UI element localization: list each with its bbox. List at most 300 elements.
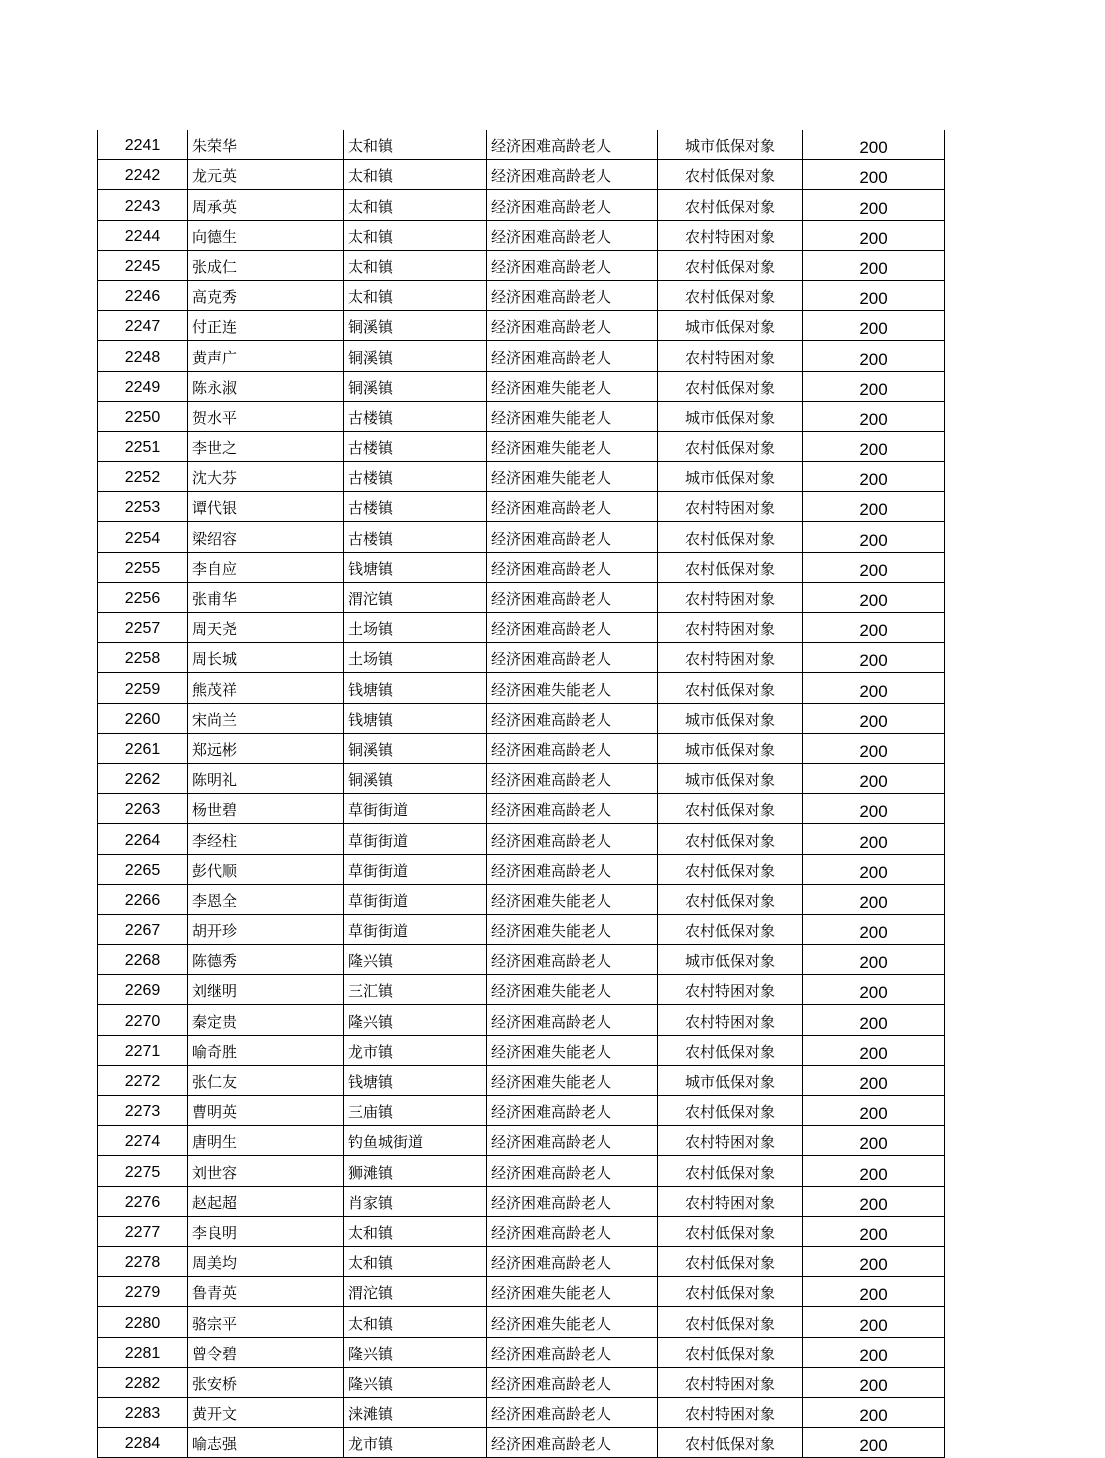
name-cell: 周承英 bbox=[188, 190, 344, 220]
table-body bbox=[98, 130, 945, 1458]
row-number-cell: 2283 bbox=[98, 1397, 188, 1427]
assistance-category-cell: 农村特困对象 bbox=[658, 220, 803, 250]
amount-cell: 200 bbox=[803, 130, 945, 160]
amount-cell: 200 bbox=[803, 1307, 945, 1337]
elder-type-cell: 经济困难失能老人 bbox=[487, 1065, 658, 1095]
table-row bbox=[98, 190, 945, 220]
row-number-cell: 2253 bbox=[98, 492, 188, 522]
name-cell: 黄开文 bbox=[188, 1397, 344, 1427]
name-cell: 陈明礼 bbox=[188, 763, 344, 793]
name-cell: 陈永淑 bbox=[188, 371, 344, 401]
name-cell: 付正连 bbox=[188, 311, 344, 341]
town-cell: 渭沱镇 bbox=[344, 1277, 487, 1307]
row-number-cell: 2267 bbox=[98, 914, 188, 944]
assistance-category-cell: 城市低保对象 bbox=[658, 703, 803, 733]
elder-type-cell: 经济困难高龄老人 bbox=[487, 280, 658, 310]
row-number-cell: 2256 bbox=[98, 582, 188, 612]
table-row bbox=[98, 733, 945, 763]
table-row bbox=[98, 311, 945, 341]
town-cell: 涞滩镇 bbox=[344, 1397, 487, 1427]
row-number-cell: 2265 bbox=[98, 854, 188, 884]
assistance-category-cell: 农村低保对象 bbox=[658, 552, 803, 582]
name-cell: 李经柱 bbox=[188, 824, 344, 854]
name-cell: 喻奇胜 bbox=[188, 1035, 344, 1065]
row-number-cell: 2242 bbox=[98, 160, 188, 190]
town-cell: 铜溪镇 bbox=[344, 311, 487, 341]
table-row bbox=[98, 371, 945, 401]
name-cell: 张成仁 bbox=[188, 250, 344, 280]
amount-cell: 200 bbox=[803, 1428, 945, 1458]
elder-type-cell: 经济困难高龄老人 bbox=[487, 522, 658, 552]
assistance-category-cell: 农村低保对象 bbox=[658, 824, 803, 854]
town-cell: 钱塘镇 bbox=[344, 552, 487, 582]
amount-cell: 200 bbox=[803, 220, 945, 250]
name-cell: 陈德秀 bbox=[188, 945, 344, 975]
elder-type-cell: 经济困难高龄老人 bbox=[487, 250, 658, 280]
assistance-category-cell: 农村低保对象 bbox=[658, 431, 803, 461]
amount-cell: 200 bbox=[803, 250, 945, 280]
row-number-cell: 2266 bbox=[98, 884, 188, 914]
elder-type-cell: 经济困难失能老人 bbox=[487, 975, 658, 1005]
amount-cell: 200 bbox=[803, 945, 945, 975]
elder-type-cell: 经济困难高龄老人 bbox=[487, 1216, 658, 1246]
table-row bbox=[98, 1186, 945, 1216]
elder-type-cell: 经济困难失能老人 bbox=[487, 371, 658, 401]
table-row bbox=[98, 613, 945, 643]
row-number-cell: 2245 bbox=[98, 250, 188, 280]
amount-cell: 200 bbox=[803, 1065, 945, 1095]
town-cell: 铜溪镇 bbox=[344, 341, 487, 371]
elder-type-cell: 经济困难高龄老人 bbox=[487, 1186, 658, 1216]
table-row bbox=[98, 1307, 945, 1337]
name-cell: 赵起超 bbox=[188, 1186, 344, 1216]
town-cell: 隆兴镇 bbox=[344, 945, 487, 975]
row-number-cell: 2264 bbox=[98, 824, 188, 854]
town-cell: 龙市镇 bbox=[344, 1428, 487, 1458]
table-row bbox=[98, 552, 945, 582]
elder-type-cell: 经济困难失能老人 bbox=[487, 431, 658, 461]
row-number-cell: 2243 bbox=[98, 190, 188, 220]
elder-type-cell: 经济困难失能老人 bbox=[487, 914, 658, 944]
name-cell: 高克秀 bbox=[188, 280, 344, 310]
row-number-cell: 2249 bbox=[98, 371, 188, 401]
amount-cell: 200 bbox=[803, 763, 945, 793]
assistance-category-cell: 农村低保对象 bbox=[658, 854, 803, 884]
town-cell: 铜溪镇 bbox=[344, 733, 487, 763]
row-number-cell: 2271 bbox=[98, 1035, 188, 1065]
row-number-cell: 2258 bbox=[98, 643, 188, 673]
elder-type-cell: 经济困难高龄老人 bbox=[487, 763, 658, 793]
elder-type-cell: 经济困难高龄老人 bbox=[487, 854, 658, 884]
name-cell: 周长城 bbox=[188, 643, 344, 673]
table-row bbox=[98, 1126, 945, 1156]
name-cell: 黄声广 bbox=[188, 341, 344, 371]
name-cell: 贺水平 bbox=[188, 401, 344, 431]
table-row bbox=[98, 1428, 945, 1458]
town-cell: 草街街道 bbox=[344, 884, 487, 914]
table-row bbox=[98, 250, 945, 280]
assistance-category-cell: 农村低保对象 bbox=[658, 1307, 803, 1337]
name-cell: 彭代顺 bbox=[188, 854, 344, 884]
assistance-category-cell: 农村低保对象 bbox=[658, 522, 803, 552]
elder-type-cell: 经济困难高龄老人 bbox=[487, 582, 658, 612]
row-number-cell: 2276 bbox=[98, 1186, 188, 1216]
table-row bbox=[98, 703, 945, 733]
name-cell: 朱荣华 bbox=[188, 130, 344, 160]
town-cell: 太和镇 bbox=[344, 1216, 487, 1246]
amount-cell: 200 bbox=[803, 341, 945, 371]
town-cell: 隆兴镇 bbox=[344, 1337, 487, 1367]
name-cell: 李恩全 bbox=[188, 884, 344, 914]
elder-type-cell: 经济困难高龄老人 bbox=[487, 311, 658, 341]
table-row bbox=[98, 1246, 945, 1276]
amount-cell: 200 bbox=[803, 1367, 945, 1397]
table-row bbox=[98, 160, 945, 190]
amount-cell: 200 bbox=[803, 522, 945, 552]
row-number-cell: 2255 bbox=[98, 552, 188, 582]
elder-type-cell: 经济困难高龄老人 bbox=[487, 160, 658, 190]
row-number-cell: 2279 bbox=[98, 1277, 188, 1307]
amount-cell: 200 bbox=[803, 703, 945, 733]
town-cell: 隆兴镇 bbox=[344, 1367, 487, 1397]
row-number-cell: 2251 bbox=[98, 431, 188, 461]
row-number-cell: 2248 bbox=[98, 341, 188, 371]
assistance-category-cell: 城市低保对象 bbox=[658, 945, 803, 975]
assistance-category-cell: 农村低保对象 bbox=[658, 1156, 803, 1186]
elder-type-cell: 经济困难高龄老人 bbox=[487, 1156, 658, 1186]
name-cell: 张安桥 bbox=[188, 1367, 344, 1397]
row-number-cell: 2241 bbox=[98, 130, 188, 160]
row-number-cell: 2247 bbox=[98, 311, 188, 341]
amount-cell: 200 bbox=[803, 311, 945, 341]
assistance-category-cell: 农村特困对象 bbox=[658, 1126, 803, 1156]
town-cell: 古楼镇 bbox=[344, 401, 487, 431]
assistance-category-cell: 城市低保对象 bbox=[658, 763, 803, 793]
table-row bbox=[98, 1005, 945, 1035]
assistance-category-cell: 农村低保对象 bbox=[658, 1246, 803, 1276]
amount-cell: 200 bbox=[803, 1126, 945, 1156]
amount-cell: 200 bbox=[803, 733, 945, 763]
elder-type-cell: 经济困难高龄老人 bbox=[487, 1246, 658, 1276]
table-row bbox=[98, 824, 945, 854]
amount-cell: 200 bbox=[803, 673, 945, 703]
name-cell: 张仁友 bbox=[188, 1065, 344, 1095]
elder-type-cell: 经济困难失能老人 bbox=[487, 884, 658, 914]
assistance-category-cell: 城市低保对象 bbox=[658, 733, 803, 763]
name-cell: 李世之 bbox=[188, 431, 344, 461]
amount-cell: 200 bbox=[803, 1397, 945, 1427]
amount-cell: 200 bbox=[803, 492, 945, 522]
assistance-category-cell: 农村低保对象 bbox=[658, 1216, 803, 1246]
amount-cell: 200 bbox=[803, 280, 945, 310]
name-cell: 谭代银 bbox=[188, 492, 344, 522]
amount-cell: 200 bbox=[803, 1337, 945, 1367]
table-row bbox=[98, 220, 945, 250]
row-number-cell: 2277 bbox=[98, 1216, 188, 1246]
row-number-cell: 2262 bbox=[98, 763, 188, 793]
town-cell: 太和镇 bbox=[344, 220, 487, 250]
amount-cell: 200 bbox=[803, 431, 945, 461]
town-cell: 古楼镇 bbox=[344, 522, 487, 552]
town-cell: 土场镇 bbox=[344, 643, 487, 673]
town-cell: 太和镇 bbox=[344, 250, 487, 280]
row-number-cell: 2275 bbox=[98, 1156, 188, 1186]
town-cell: 狮滩镇 bbox=[344, 1156, 487, 1186]
town-cell: 渭沱镇 bbox=[344, 582, 487, 612]
town-cell: 太和镇 bbox=[344, 130, 487, 160]
town-cell: 草街街道 bbox=[344, 854, 487, 884]
name-cell: 骆宗平 bbox=[188, 1307, 344, 1337]
assistance-category-cell: 农村特困对象 bbox=[658, 613, 803, 643]
town-cell: 草街街道 bbox=[344, 794, 487, 824]
elder-type-cell: 经济困难高龄老人 bbox=[487, 1005, 658, 1035]
assistance-category-cell: 城市低保对象 bbox=[658, 1065, 803, 1095]
row-number-cell: 2252 bbox=[98, 462, 188, 492]
name-cell: 梁绍容 bbox=[188, 522, 344, 552]
table-row bbox=[98, 794, 945, 824]
elder-type-cell: 经济困难高龄老人 bbox=[487, 552, 658, 582]
assistance-category-cell: 农村低保对象 bbox=[658, 884, 803, 914]
row-number-cell: 2244 bbox=[98, 220, 188, 250]
row-number-cell: 2269 bbox=[98, 975, 188, 1005]
amount-cell: 200 bbox=[803, 160, 945, 190]
amount-cell: 200 bbox=[803, 1096, 945, 1126]
town-cell: 隆兴镇 bbox=[344, 1005, 487, 1035]
town-cell: 草街街道 bbox=[344, 914, 487, 944]
amount-cell: 200 bbox=[803, 794, 945, 824]
town-cell: 太和镇 bbox=[344, 160, 487, 190]
name-cell: 李自应 bbox=[188, 552, 344, 582]
row-number-cell: 2281 bbox=[98, 1337, 188, 1367]
amount-cell: 200 bbox=[803, 854, 945, 884]
name-cell: 曾令碧 bbox=[188, 1337, 344, 1367]
assistance-category-cell: 农村特困对象 bbox=[658, 975, 803, 1005]
table-row bbox=[98, 462, 945, 492]
town-cell: 龙市镇 bbox=[344, 1035, 487, 1065]
town-cell: 太和镇 bbox=[344, 1246, 487, 1276]
elder-type-cell: 经济困难高龄老人 bbox=[487, 1096, 658, 1126]
elder-type-cell: 经济困难高龄老人 bbox=[487, 130, 658, 160]
town-cell: 太和镇 bbox=[344, 190, 487, 220]
elder-type-cell: 经济困难高龄老人 bbox=[487, 341, 658, 371]
subsidy-table bbox=[97, 130, 945, 1458]
town-cell: 肖家镇 bbox=[344, 1186, 487, 1216]
assistance-category-cell: 农村低保对象 bbox=[658, 914, 803, 944]
assistance-category-cell: 农村特困对象 bbox=[658, 582, 803, 612]
assistance-category-cell: 农村特困对象 bbox=[658, 1186, 803, 1216]
table-row bbox=[98, 914, 945, 944]
row-number-cell: 2263 bbox=[98, 794, 188, 824]
table-row bbox=[98, 1277, 945, 1307]
table-row bbox=[98, 884, 945, 914]
town-cell: 钱塘镇 bbox=[344, 1065, 487, 1095]
elder-type-cell: 经济困难高龄老人 bbox=[487, 1367, 658, 1397]
elder-type-cell: 经济困难高龄老人 bbox=[487, 1126, 658, 1156]
elder-type-cell: 经济困难失能老人 bbox=[487, 1307, 658, 1337]
amount-cell: 200 bbox=[803, 1035, 945, 1065]
assistance-category-cell: 农村低保对象 bbox=[658, 1035, 803, 1065]
name-cell: 周美均 bbox=[188, 1246, 344, 1276]
name-cell: 宋尚兰 bbox=[188, 703, 344, 733]
name-cell: 刘继明 bbox=[188, 975, 344, 1005]
assistance-category-cell: 农村特困对象 bbox=[658, 341, 803, 371]
assistance-category-cell: 农村低保对象 bbox=[658, 1337, 803, 1367]
row-number-cell: 2246 bbox=[98, 280, 188, 310]
town-cell: 三汇镇 bbox=[344, 975, 487, 1005]
elder-type-cell: 经济困难失能老人 bbox=[487, 401, 658, 431]
town-cell: 铜溪镇 bbox=[344, 763, 487, 793]
name-cell: 喻志强 bbox=[188, 1428, 344, 1458]
amount-cell: 200 bbox=[803, 975, 945, 1005]
row-number-cell: 2273 bbox=[98, 1096, 188, 1126]
table-row bbox=[98, 1397, 945, 1427]
elder-type-cell: 经济困难高龄老人 bbox=[487, 703, 658, 733]
assistance-category-cell: 农村特困对象 bbox=[658, 1397, 803, 1427]
town-cell: 太和镇 bbox=[344, 1307, 487, 1337]
elder-type-cell: 经济困难高龄老人 bbox=[487, 794, 658, 824]
table-row bbox=[98, 643, 945, 673]
amount-cell: 200 bbox=[803, 643, 945, 673]
elder-type-cell: 经济困难失能老人 bbox=[487, 673, 658, 703]
table-row bbox=[98, 492, 945, 522]
table-row bbox=[98, 673, 945, 703]
name-cell: 曹明英 bbox=[188, 1096, 344, 1126]
town-cell: 太和镇 bbox=[344, 280, 487, 310]
elder-type-cell: 经济困难高龄老人 bbox=[487, 824, 658, 854]
town-cell: 钱塘镇 bbox=[344, 673, 487, 703]
amount-cell: 200 bbox=[803, 884, 945, 914]
name-cell: 张甫华 bbox=[188, 582, 344, 612]
table-row bbox=[98, 1035, 945, 1065]
table-row bbox=[98, 975, 945, 1005]
row-number-cell: 2259 bbox=[98, 673, 188, 703]
amount-cell: 200 bbox=[803, 1216, 945, 1246]
assistance-category-cell: 农村特困对象 bbox=[658, 1005, 803, 1035]
amount-cell: 200 bbox=[803, 1277, 945, 1307]
town-cell: 钓鱼城街道 bbox=[344, 1126, 487, 1156]
assistance-category-cell: 农村低保对象 bbox=[658, 190, 803, 220]
table-row bbox=[98, 945, 945, 975]
town-cell: 土场镇 bbox=[344, 613, 487, 643]
amount-cell: 200 bbox=[803, 190, 945, 220]
row-number-cell: 2272 bbox=[98, 1065, 188, 1095]
row-number-cell: 2282 bbox=[98, 1367, 188, 1397]
name-cell: 龙元英 bbox=[188, 160, 344, 190]
row-number-cell: 2250 bbox=[98, 401, 188, 431]
amount-cell: 200 bbox=[803, 1246, 945, 1276]
name-cell: 郑远彬 bbox=[188, 733, 344, 763]
amount-cell: 200 bbox=[803, 914, 945, 944]
name-cell: 刘世容 bbox=[188, 1156, 344, 1186]
table-row bbox=[98, 854, 945, 884]
assistance-category-cell: 农村低保对象 bbox=[658, 160, 803, 190]
name-cell: 熊茂祥 bbox=[188, 673, 344, 703]
row-number-cell: 2268 bbox=[98, 945, 188, 975]
assistance-category-cell: 农村低保对象 bbox=[658, 1277, 803, 1307]
amount-cell: 200 bbox=[803, 1156, 945, 1186]
name-cell: 沈大芬 bbox=[188, 462, 344, 492]
elder-type-cell: 经济困难高龄老人 bbox=[487, 492, 658, 522]
table-row bbox=[98, 1337, 945, 1367]
town-cell: 钱塘镇 bbox=[344, 703, 487, 733]
row-number-cell: 2261 bbox=[98, 733, 188, 763]
town-cell: 古楼镇 bbox=[344, 431, 487, 461]
elder-type-cell: 经济困难高龄老人 bbox=[487, 945, 658, 975]
town-cell: 铜溪镇 bbox=[344, 371, 487, 401]
assistance-category-cell: 农村低保对象 bbox=[658, 1428, 803, 1458]
assistance-category-cell: 农村低保对象 bbox=[658, 1096, 803, 1126]
assistance-category-cell: 城市低保对象 bbox=[658, 130, 803, 160]
assistance-category-cell: 农村低保对象 bbox=[658, 280, 803, 310]
town-cell: 三庙镇 bbox=[344, 1096, 487, 1126]
amount-cell: 200 bbox=[803, 1005, 945, 1035]
table-row bbox=[98, 341, 945, 371]
row-number-cell: 2260 bbox=[98, 703, 188, 733]
table-row bbox=[98, 582, 945, 612]
amount-cell: 200 bbox=[803, 552, 945, 582]
row-number-cell: 2278 bbox=[98, 1246, 188, 1276]
table-row bbox=[98, 1367, 945, 1397]
table-row bbox=[98, 130, 945, 160]
row-number-cell: 2280 bbox=[98, 1307, 188, 1337]
assistance-category-cell: 农村特困对象 bbox=[658, 643, 803, 673]
amount-cell: 200 bbox=[803, 582, 945, 612]
elder-type-cell: 经济困难高龄老人 bbox=[487, 733, 658, 763]
elder-type-cell: 经济困难失能老人 bbox=[487, 1277, 658, 1307]
elder-type-cell: 经济困难高龄老人 bbox=[487, 1337, 658, 1367]
table-row bbox=[98, 1065, 945, 1095]
assistance-category-cell: 农村低保对象 bbox=[658, 371, 803, 401]
elder-type-cell: 经济困难高龄老人 bbox=[487, 1397, 658, 1427]
elder-type-cell: 经济困难高龄老人 bbox=[487, 190, 658, 220]
elder-type-cell: 经济困难失能老人 bbox=[487, 1035, 658, 1065]
table-row bbox=[98, 431, 945, 461]
town-cell: 草街街道 bbox=[344, 824, 487, 854]
assistance-category-cell: 农村特困对象 bbox=[658, 492, 803, 522]
amount-cell: 200 bbox=[803, 401, 945, 431]
table-row bbox=[98, 280, 945, 310]
name-cell: 胡开珍 bbox=[188, 914, 344, 944]
table-row bbox=[98, 763, 945, 793]
row-number-cell: 2274 bbox=[98, 1126, 188, 1156]
name-cell: 周天尧 bbox=[188, 613, 344, 643]
elder-type-cell: 经济困难失能老人 bbox=[487, 462, 658, 492]
name-cell: 李良明 bbox=[188, 1216, 344, 1246]
table-row bbox=[98, 401, 945, 431]
assistance-category-cell: 农村低保对象 bbox=[658, 673, 803, 703]
table-row bbox=[98, 1096, 945, 1126]
elder-type-cell: 经济困难高龄老人 bbox=[487, 643, 658, 673]
table-row bbox=[98, 1216, 945, 1246]
table-row bbox=[98, 522, 945, 552]
assistance-category-cell: 城市低保对象 bbox=[658, 462, 803, 492]
name-cell: 唐明生 bbox=[188, 1126, 344, 1156]
row-number-cell: 2254 bbox=[98, 522, 188, 552]
table-row bbox=[98, 1156, 945, 1186]
amount-cell: 200 bbox=[803, 1186, 945, 1216]
row-number-cell: 2257 bbox=[98, 613, 188, 643]
name-cell: 秦定贵 bbox=[188, 1005, 344, 1035]
town-cell: 古楼镇 bbox=[344, 492, 487, 522]
amount-cell: 200 bbox=[803, 613, 945, 643]
assistance-category-cell: 城市低保对象 bbox=[658, 401, 803, 431]
elder-type-cell: 经济困难高龄老人 bbox=[487, 1428, 658, 1458]
amount-cell: 200 bbox=[803, 371, 945, 401]
row-number-cell: 2284 bbox=[98, 1428, 188, 1458]
assistance-category-cell: 农村特困对象 bbox=[658, 1367, 803, 1397]
row-number-cell: 2270 bbox=[98, 1005, 188, 1035]
name-cell: 鲁青英 bbox=[188, 1277, 344, 1307]
